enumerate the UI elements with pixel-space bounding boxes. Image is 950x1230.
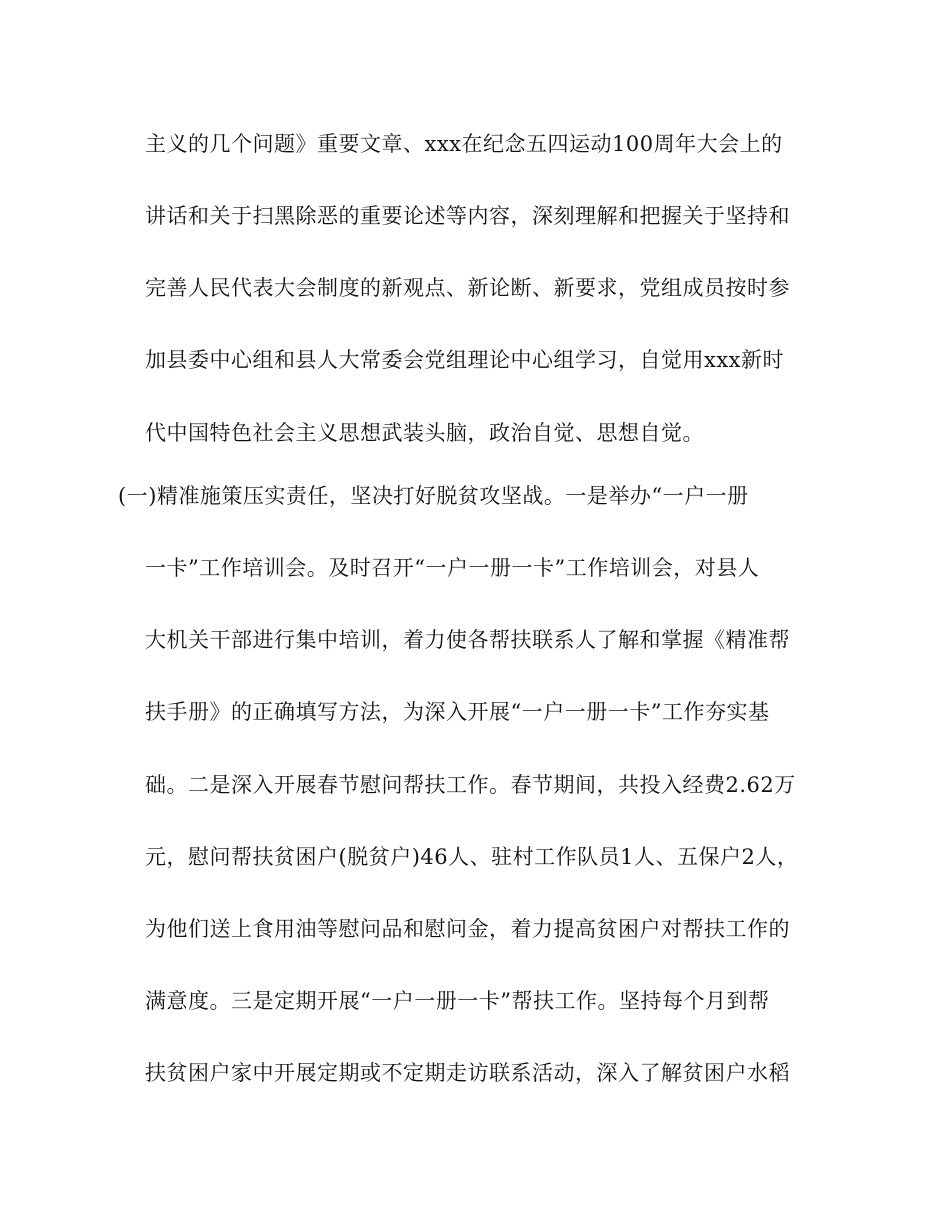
text-line: 为他们送上食用油等慰问品和慰问金，着力提高贫困户对帮扶工作的 xyxy=(145,917,790,941)
text-line: 扶贫困户家中开展定期或不定期走访联系活动，深入了解贫困户水稻 xyxy=(145,1061,790,1085)
text-line: 大机关干部进行集中培训，着力使各帮扶联系人了解和掌握《精准帮 xyxy=(145,628,790,652)
text-line: 础。二是深入开展春节慰问帮扶工作。春节期间，共投入经费2.62万 xyxy=(145,773,796,797)
text-line: 一卡”工作培训会。及时召开“一户一册一卡”工作培训会，对县人 xyxy=(145,556,760,580)
text-line: 讲话和关于扫黑除恶的重要论述等内容，深刻理解和把握关于坚持和 xyxy=(145,204,790,228)
text-line: 主义的几个问题》重要文章、xxx在纪念五四运动100周年大会上的 xyxy=(145,132,783,156)
section-heading-line: (一)精准施策压实责任，坚决打好脱贫攻坚战。一是举办“一户一册 xyxy=(118,484,749,508)
text-line: 代中国特色社会主义思想武装头脑，政治自觉、思想自觉。 xyxy=(145,421,704,445)
text-line: 元，慰问帮扶贫困户(脱贫户)46人、驻村工作队员1人、五保户2人， xyxy=(145,845,799,869)
text-line: 扶手册》的正确填写方法，为深入开展“一户一册一卡”工作夯实基 xyxy=(145,700,770,724)
text-line: 加县委中心组和县人大常委会党组理论中心组学习，自觉用xxx新时 xyxy=(145,348,785,372)
text-line: 满意度。三是定期开展“一户一册一卡”帮扶工作。坚持每个月到帮 xyxy=(145,989,770,1013)
text-line: 完善人民代表大会制度的新观点、新论断、新要求，党组成员按时参 xyxy=(145,276,790,300)
